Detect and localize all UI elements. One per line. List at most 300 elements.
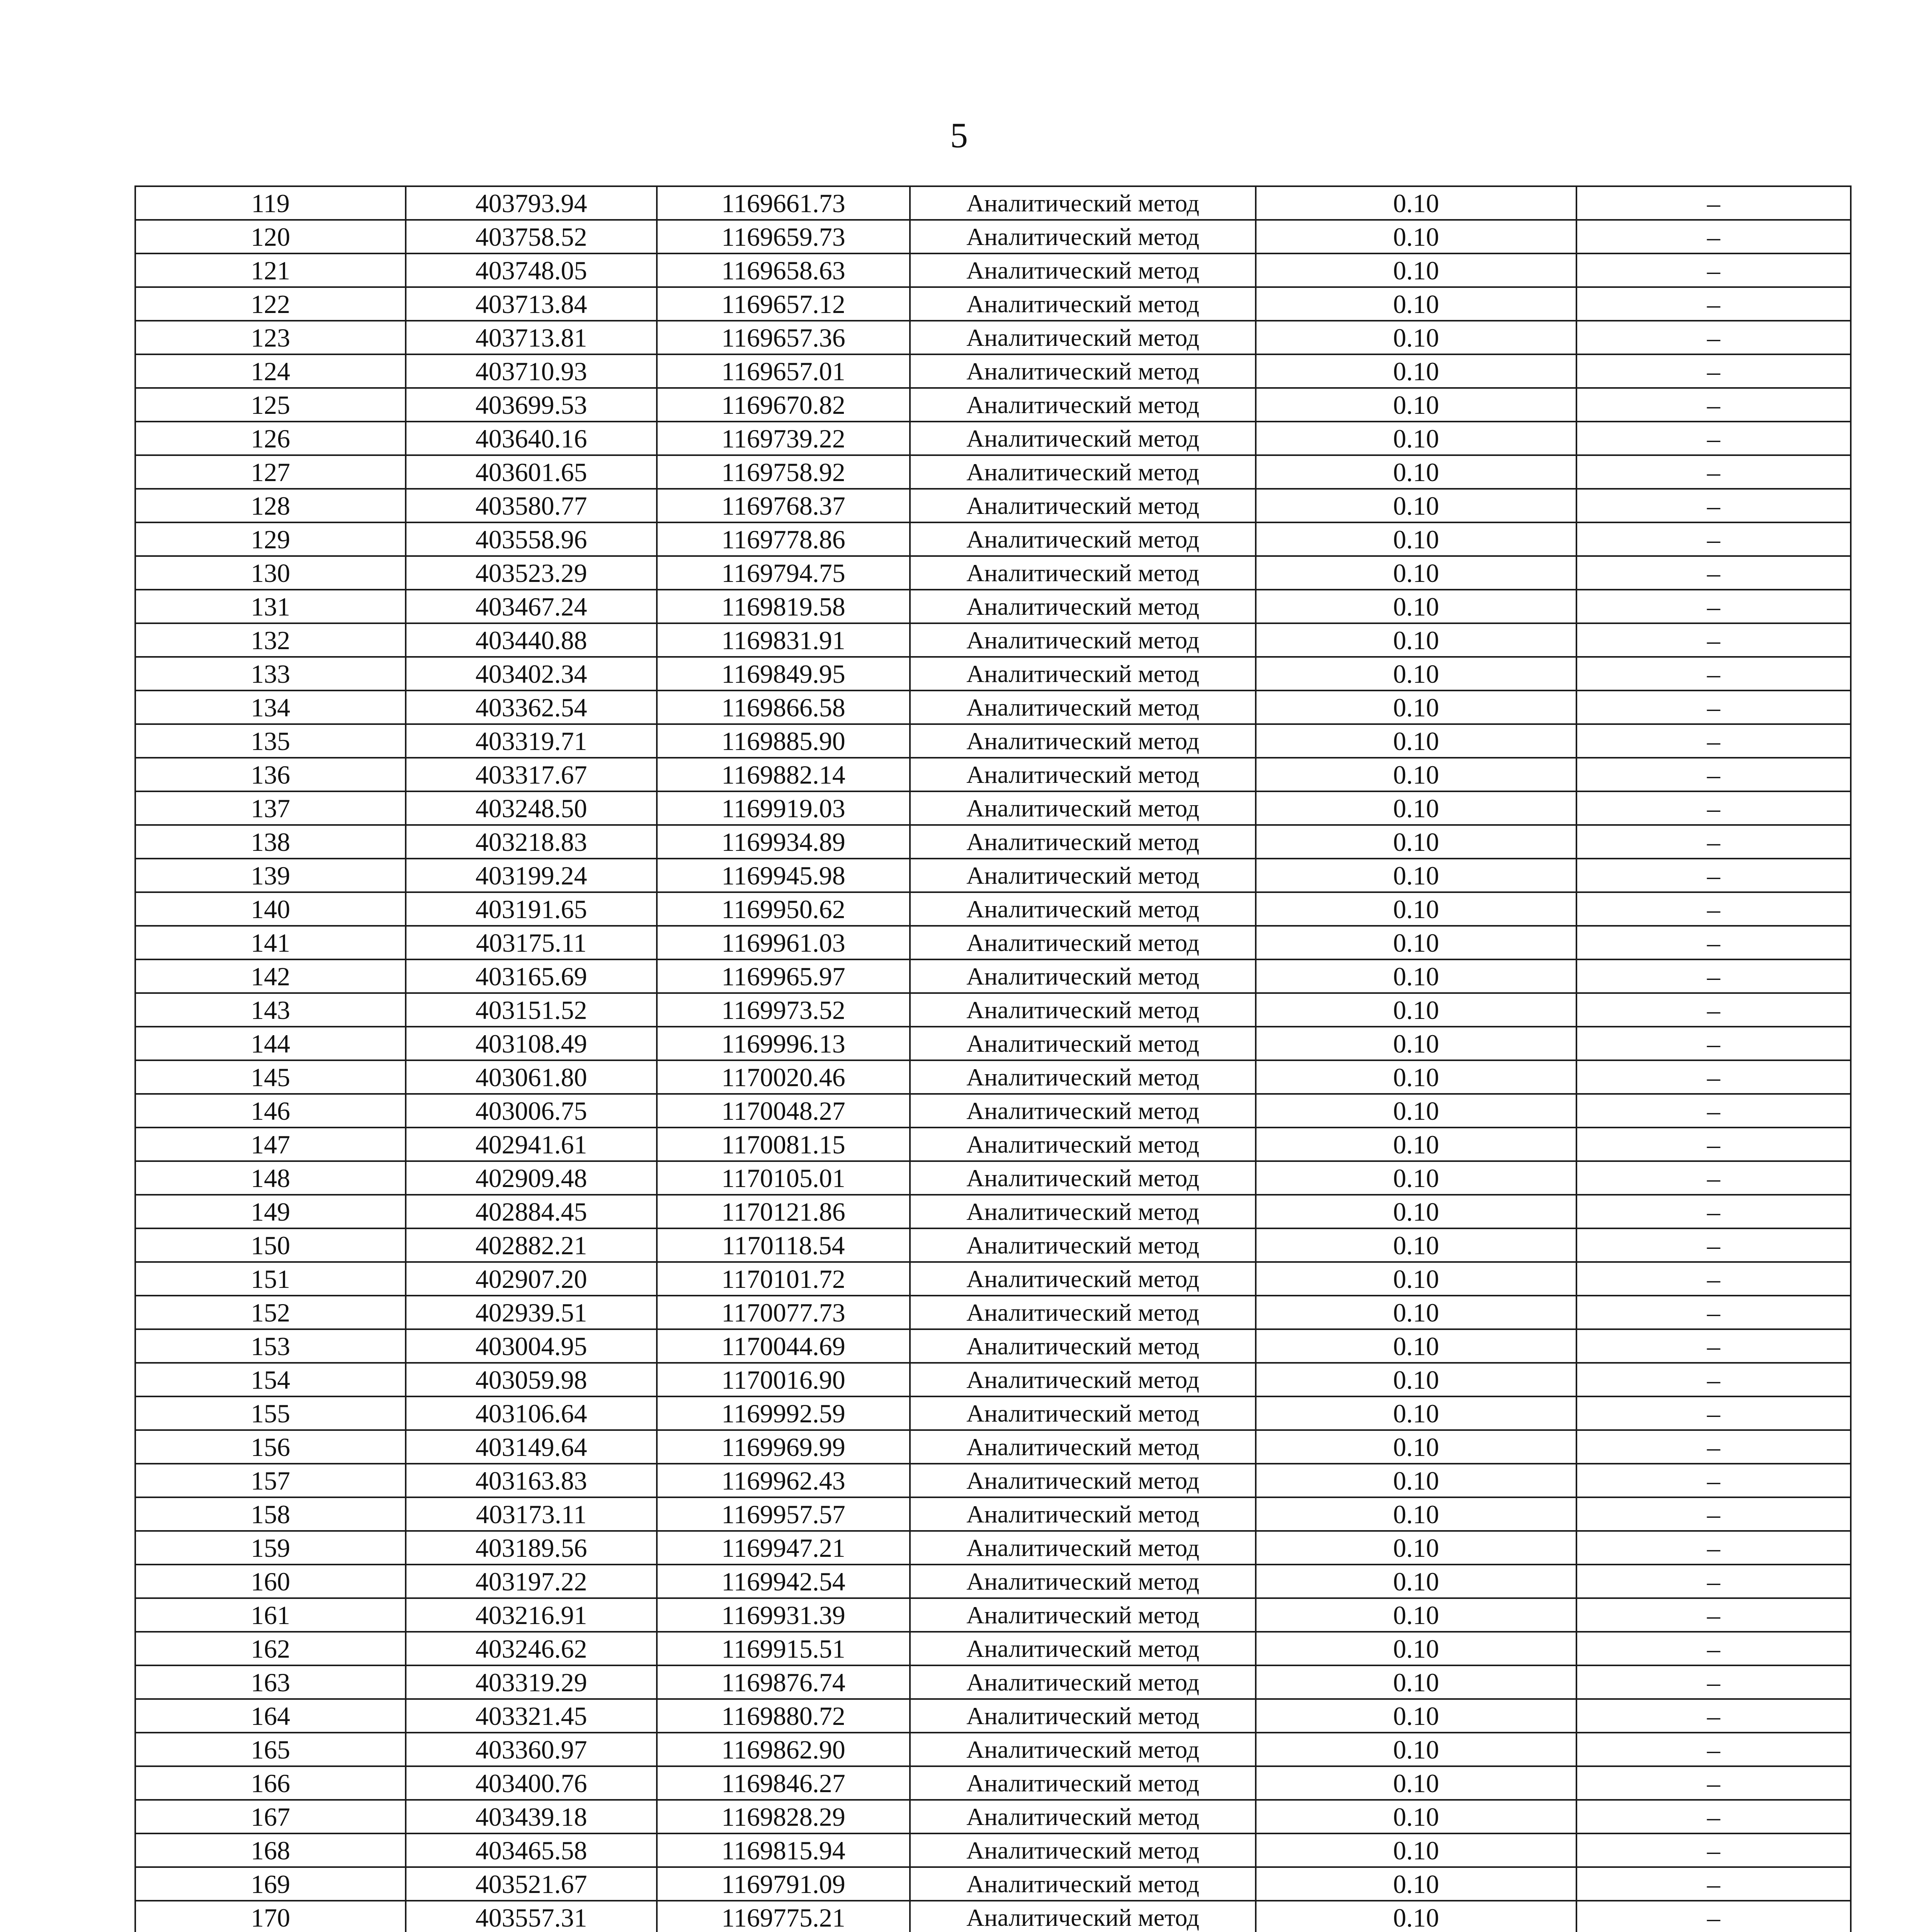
method-cell: Аналитический метод <box>910 354 1256 388</box>
method-cell: Аналитический метод <box>910 556 1256 590</box>
description-cell: – <box>1576 489 1851 522</box>
method-cell: Аналитический метод <box>910 1632 1256 1665</box>
y-coordinate-cell: 1169659.73 <box>657 220 910 253</box>
description-cell: – <box>1576 825 1851 859</box>
table-row <box>135 825 1851 859</box>
table-row <box>135 758 1851 791</box>
x-coordinate-cell: 403189.56 <box>406 1531 657 1565</box>
accuracy-cell: 0.10 <box>1256 287 1576 321</box>
method-cell: Аналитический метод <box>910 959 1256 993</box>
x-coordinate-cell: 402882.21 <box>406 1228 657 1262</box>
method-cell: Аналитический метод <box>910 1531 1256 1565</box>
table-row <box>135 724 1851 758</box>
point-number-cell: 123 <box>135 321 406 354</box>
accuracy-cell: 0.10 <box>1256 253 1576 287</box>
description-cell: – <box>1576 321 1851 354</box>
table-row <box>135 1329 1851 1363</box>
x-coordinate-cell: 403165.69 <box>406 959 657 993</box>
x-coordinate-cell: 403601.65 <box>406 455 657 489</box>
method-cell: Аналитический метод <box>910 287 1256 321</box>
accuracy-cell: 0.10 <box>1256 1195 1576 1228</box>
description-cell: – <box>1576 657 1851 690</box>
description-cell: – <box>1576 522 1851 556</box>
method-cell: Аналитический метод <box>910 1867 1256 1901</box>
x-coordinate-cell: 403699.53 <box>406 388 657 422</box>
method-cell: Аналитический метод <box>910 1060 1256 1094</box>
y-coordinate-cell: 1170044.69 <box>657 1329 910 1363</box>
x-coordinate-cell: 403246.62 <box>406 1632 657 1665</box>
x-coordinate-cell: 403713.81 <box>406 321 657 354</box>
table-row <box>135 1867 1851 1901</box>
table-row <box>135 1363 1851 1396</box>
point-number-cell: 142 <box>135 959 406 993</box>
method-cell: Аналитический метод <box>910 1598 1256 1632</box>
accuracy-cell: 0.10 <box>1256 690 1576 724</box>
point-number-cell: 162 <box>135 1632 406 1665</box>
point-number-cell: 129 <box>135 522 406 556</box>
accuracy-cell: 0.10 <box>1256 1363 1576 1396</box>
accuracy-cell: 0.10 <box>1256 892 1576 926</box>
accuracy-cell: 0.10 <box>1256 1766 1576 1800</box>
page-number: 5 <box>950 116 968 155</box>
description-cell: – <box>1576 1699 1851 1733</box>
accuracy-cell: 0.10 <box>1256 1430 1576 1464</box>
method-cell: Аналитический метод <box>910 1262 1256 1296</box>
point-number-cell: 169 <box>135 1867 406 1901</box>
description-cell: – <box>1576 556 1851 590</box>
point-number-cell: 148 <box>135 1161 406 1195</box>
x-coordinate-cell: 403521.67 <box>406 1867 657 1901</box>
method-cell: Аналитический метод <box>910 1363 1256 1396</box>
method-cell: Аналитический метод <box>910 590 1256 623</box>
method-cell: Аналитический метод <box>910 1430 1256 1464</box>
y-coordinate-cell: 1169661.73 <box>657 186 910 220</box>
description-cell: – <box>1576 959 1851 993</box>
description-cell: – <box>1576 1128 1851 1161</box>
table-row <box>135 1833 1851 1867</box>
description-cell: – <box>1576 690 1851 724</box>
x-coordinate-cell: 402939.51 <box>406 1296 657 1329</box>
y-coordinate-cell: 1169866.58 <box>657 690 910 724</box>
x-coordinate-cell: 403151.52 <box>406 993 657 1027</box>
y-coordinate-cell: 1169950.62 <box>657 892 910 926</box>
y-coordinate-cell: 1169794.75 <box>657 556 910 590</box>
y-coordinate-cell: 1169862.90 <box>657 1733 910 1766</box>
accuracy-cell: 0.10 <box>1256 321 1576 354</box>
y-coordinate-cell: 1169880.72 <box>657 1699 910 1733</box>
method-cell: Аналитический метод <box>910 1329 1256 1363</box>
description-cell: – <box>1576 1665 1851 1699</box>
description-cell: – <box>1576 1598 1851 1632</box>
accuracy-cell: 0.10 <box>1256 220 1576 253</box>
description-cell: – <box>1576 1296 1851 1329</box>
point-number-cell: 132 <box>135 623 406 657</box>
point-number-cell: 127 <box>135 455 406 489</box>
y-coordinate-cell: 1169996.13 <box>657 1027 910 1060</box>
table-row <box>135 388 1851 422</box>
method-cell: Аналитический метод <box>910 1497 1256 1531</box>
method-cell: Аналитический метод <box>910 1161 1256 1195</box>
point-number-cell: 136 <box>135 758 406 791</box>
x-coordinate-cell: 403216.91 <box>406 1598 657 1632</box>
description-cell: – <box>1576 993 1851 1027</box>
point-number-cell: 170 <box>135 1901 406 1932</box>
accuracy-cell: 0.10 <box>1256 1531 1576 1565</box>
description-cell: – <box>1576 1094 1851 1128</box>
x-coordinate-cell: 403710.93 <box>406 354 657 388</box>
table-row <box>135 1430 1851 1464</box>
description-cell: – <box>1576 1565 1851 1598</box>
accuracy-cell: 0.10 <box>1256 1464 1576 1497</box>
table-row <box>135 1094 1851 1128</box>
method-cell: Аналитический метод <box>910 1464 1256 1497</box>
description-cell: – <box>1576 1396 1851 1430</box>
table-row <box>135 1195 1851 1228</box>
y-coordinate-cell: 1169849.95 <box>657 657 910 690</box>
accuracy-cell: 0.10 <box>1256 1565 1576 1598</box>
description-cell: – <box>1576 1531 1851 1565</box>
x-coordinate-cell: 403059.98 <box>406 1363 657 1396</box>
description-cell: – <box>1576 1766 1851 1800</box>
description-cell: – <box>1576 1161 1851 1195</box>
table-row <box>135 522 1851 556</box>
accuracy-cell: 0.10 <box>1256 1296 1576 1329</box>
description-cell: – <box>1576 590 1851 623</box>
point-number-cell: 122 <box>135 287 406 321</box>
x-coordinate-cell: 403758.52 <box>406 220 657 253</box>
y-coordinate-cell: 1169657.01 <box>657 354 910 388</box>
accuracy-cell: 0.10 <box>1256 489 1576 522</box>
accuracy-cell: 0.10 <box>1256 354 1576 388</box>
x-coordinate-cell: 403149.64 <box>406 1430 657 1464</box>
table-row <box>135 1464 1851 1497</box>
method-cell: Аналитический метод <box>910 758 1256 791</box>
point-number-cell: 133 <box>135 657 406 690</box>
method-cell: Аналитический метод <box>910 1766 1256 1800</box>
method-cell: Аналитический метод <box>910 220 1256 253</box>
y-coordinate-cell: 1170020.46 <box>657 1060 910 1094</box>
description-cell: – <box>1576 1430 1851 1464</box>
accuracy-cell: 0.10 <box>1256 1901 1576 1932</box>
point-number-cell: 130 <box>135 556 406 590</box>
method-cell: Аналитический метод <box>910 791 1256 825</box>
method-cell: Аналитический метод <box>910 455 1256 489</box>
table-row <box>135 1531 1851 1565</box>
x-coordinate-cell: 402941.61 <box>406 1128 657 1161</box>
method-cell: Аналитический метод <box>910 522 1256 556</box>
table-row <box>135 186 1851 220</box>
table-row <box>135 1699 1851 1733</box>
y-coordinate-cell: 1169758.92 <box>657 455 910 489</box>
table-row <box>135 1396 1851 1430</box>
table-row <box>135 1128 1851 1161</box>
point-number-cell: 141 <box>135 926 406 959</box>
point-number-cell: 119 <box>135 186 406 220</box>
x-coordinate-cell: 403748.05 <box>406 253 657 287</box>
y-coordinate-cell: 1169658.63 <box>657 253 910 287</box>
method-cell: Аналитический метод <box>910 690 1256 724</box>
table-row <box>135 220 1851 253</box>
point-number-cell: 153 <box>135 1329 406 1363</box>
description-cell: – <box>1576 253 1851 287</box>
y-coordinate-cell: 1169657.12 <box>657 287 910 321</box>
point-number-cell: 145 <box>135 1060 406 1094</box>
table-row <box>135 422 1851 455</box>
table-row <box>135 1027 1851 1060</box>
table-row <box>135 253 1851 287</box>
point-number-cell: 159 <box>135 1531 406 1565</box>
point-number-cell: 128 <box>135 489 406 522</box>
description-cell: – <box>1576 1497 1851 1531</box>
description-cell: – <box>1576 1901 1851 1932</box>
method-cell: Аналитический метод <box>910 1027 1256 1060</box>
method-cell: Аналитический метод <box>910 724 1256 758</box>
point-number-cell: 152 <box>135 1296 406 1329</box>
method-cell: Аналитический метод <box>910 1665 1256 1699</box>
y-coordinate-cell: 1169831.91 <box>657 623 910 657</box>
point-number-cell: 163 <box>135 1665 406 1699</box>
method-cell: Аналитический метод <box>910 422 1256 455</box>
method-cell: Аналитический метод <box>910 1128 1256 1161</box>
x-coordinate-cell: 403793.94 <box>406 186 657 220</box>
accuracy-cell: 0.10 <box>1256 1060 1576 1094</box>
y-coordinate-cell: 1170081.15 <box>657 1128 910 1161</box>
y-coordinate-cell: 1169934.89 <box>657 825 910 859</box>
x-coordinate-cell: 403106.64 <box>406 1396 657 1430</box>
x-coordinate-cell: 403400.76 <box>406 1766 657 1800</box>
x-coordinate-cell: 403199.24 <box>406 859 657 892</box>
method-cell: Аналитический метод <box>910 926 1256 959</box>
x-coordinate-cell: 403197.22 <box>406 1565 657 1598</box>
y-coordinate-cell: 1169885.90 <box>657 724 910 758</box>
accuracy-cell: 0.10 <box>1256 724 1576 758</box>
table-row <box>135 859 1851 892</box>
table-row <box>135 690 1851 724</box>
y-coordinate-cell: 1170077.73 <box>657 1296 910 1329</box>
method-cell: Аналитический метод <box>910 1901 1256 1932</box>
table-row <box>135 455 1851 489</box>
x-coordinate-cell: 403319.29 <box>406 1665 657 1699</box>
x-coordinate-cell: 403004.95 <box>406 1329 657 1363</box>
x-coordinate-cell: 403218.83 <box>406 825 657 859</box>
point-number-cell: 121 <box>135 253 406 287</box>
x-coordinate-cell: 403439.18 <box>406 1800 657 1833</box>
description-cell: – <box>1576 1329 1851 1363</box>
table-row <box>135 1161 1851 1195</box>
y-coordinate-cell: 1170105.01 <box>657 1161 910 1195</box>
table-row <box>135 1228 1851 1262</box>
method-cell: Аналитический метод <box>910 1699 1256 1733</box>
x-coordinate-cell: 403362.54 <box>406 690 657 724</box>
point-number-cell: 135 <box>135 724 406 758</box>
point-number-cell: 166 <box>135 1766 406 1800</box>
description-cell: – <box>1576 186 1851 220</box>
accuracy-cell: 0.10 <box>1256 926 1576 959</box>
point-number-cell: 160 <box>135 1565 406 1598</box>
description-cell: – <box>1576 1464 1851 1497</box>
description-cell: – <box>1576 1833 1851 1867</box>
accuracy-cell: 0.10 <box>1256 1833 1576 1867</box>
description-cell: – <box>1576 758 1851 791</box>
point-number-cell: 125 <box>135 388 406 422</box>
y-coordinate-cell: 1169815.94 <box>657 1833 910 1867</box>
table-row <box>135 590 1851 623</box>
table-row <box>135 657 1851 690</box>
accuracy-cell: 0.10 <box>1256 1128 1576 1161</box>
point-number-cell: 143 <box>135 993 406 1027</box>
accuracy-cell: 0.10 <box>1256 522 1576 556</box>
table-row <box>135 321 1851 354</box>
description-cell: – <box>1576 1363 1851 1396</box>
table-row <box>135 1665 1851 1699</box>
accuracy-cell: 0.10 <box>1256 590 1576 623</box>
y-coordinate-cell: 1169992.59 <box>657 1396 910 1430</box>
point-number-cell: 134 <box>135 690 406 724</box>
accuracy-cell: 0.10 <box>1256 186 1576 220</box>
accuracy-cell: 0.10 <box>1256 1699 1576 1733</box>
y-coordinate-cell: 1169942.54 <box>657 1565 910 1598</box>
accuracy-cell: 0.10 <box>1256 1733 1576 1766</box>
point-number-cell: 156 <box>135 1430 406 1464</box>
point-number-cell: 131 <box>135 590 406 623</box>
x-coordinate-cell: 403173.11 <box>406 1497 657 1531</box>
method-cell: Аналитический метод <box>910 892 1256 926</box>
x-coordinate-cell: 403175.11 <box>406 926 657 959</box>
table-row <box>135 993 1851 1027</box>
accuracy-cell: 0.10 <box>1256 1867 1576 1901</box>
description-cell: – <box>1576 791 1851 825</box>
method-cell: Аналитический метод <box>910 993 1256 1027</box>
x-coordinate-cell: 402907.20 <box>406 1262 657 1296</box>
table-row <box>135 1766 1851 1800</box>
y-coordinate-cell: 1169778.86 <box>657 522 910 556</box>
description-cell: – <box>1576 859 1851 892</box>
accuracy-cell: 0.10 <box>1256 1665 1576 1699</box>
method-cell: Аналитический метод <box>910 186 1256 220</box>
description-cell: – <box>1576 455 1851 489</box>
description-cell: – <box>1576 1195 1851 1228</box>
method-cell: Аналитический метод <box>910 253 1256 287</box>
description-cell: – <box>1576 1632 1851 1665</box>
table-row <box>135 1733 1851 1766</box>
point-number-cell: 158 <box>135 1497 406 1531</box>
table-row <box>135 1598 1851 1632</box>
method-cell: Аналитический метод <box>910 1565 1256 1598</box>
y-coordinate-cell: 1169973.52 <box>657 993 910 1027</box>
accuracy-cell: 0.10 <box>1256 758 1576 791</box>
point-number-cell: 126 <box>135 422 406 455</box>
accuracy-cell: 0.10 <box>1256 1161 1576 1195</box>
y-coordinate-cell: 1169791.09 <box>657 1867 910 1901</box>
point-number-cell: 150 <box>135 1228 406 1262</box>
x-coordinate-cell: 403108.49 <box>406 1027 657 1060</box>
y-coordinate-cell: 1169775.21 <box>657 1901 910 1932</box>
description-cell: – <box>1576 892 1851 926</box>
y-coordinate-cell: 1169657.36 <box>657 321 910 354</box>
x-coordinate-cell: 403360.97 <box>406 1733 657 1766</box>
accuracy-cell: 0.10 <box>1256 791 1576 825</box>
description-cell: – <box>1576 287 1851 321</box>
point-number-cell: 149 <box>135 1195 406 1228</box>
x-coordinate-cell: 403006.75 <box>406 1094 657 1128</box>
table-row <box>135 1901 1851 1932</box>
x-coordinate-cell: 403248.50 <box>406 791 657 825</box>
point-number-cell: 137 <box>135 791 406 825</box>
description-cell: – <box>1576 1867 1851 1901</box>
description-cell: – <box>1576 1060 1851 1094</box>
y-coordinate-cell: 1169670.82 <box>657 388 910 422</box>
point-number-cell: 139 <box>135 859 406 892</box>
method-cell: Аналитический метод <box>910 489 1256 522</box>
point-number-cell: 146 <box>135 1094 406 1128</box>
method-cell: Аналитический метод <box>910 1195 1256 1228</box>
table-row <box>135 489 1851 522</box>
point-number-cell: 168 <box>135 1833 406 1867</box>
accuracy-cell: 0.10 <box>1256 859 1576 892</box>
x-coordinate-cell: 403317.67 <box>406 758 657 791</box>
description-cell: – <box>1576 1733 1851 1766</box>
method-cell: Аналитический метод <box>910 1833 1256 1867</box>
table-row <box>135 1632 1851 1665</box>
point-number-cell: 167 <box>135 1800 406 1833</box>
y-coordinate-cell: 1169846.27 <box>657 1766 910 1800</box>
y-coordinate-cell: 1169919.03 <box>657 791 910 825</box>
x-coordinate-cell: 403061.80 <box>406 1060 657 1094</box>
accuracy-cell: 0.10 <box>1256 1027 1576 1060</box>
accuracy-cell: 0.10 <box>1256 1262 1576 1296</box>
x-coordinate-cell: 403319.71 <box>406 724 657 758</box>
table-row <box>135 926 1851 959</box>
method-cell: Аналитический метод <box>910 623 1256 657</box>
x-coordinate-cell: 403640.16 <box>406 422 657 455</box>
accuracy-cell: 0.10 <box>1256 623 1576 657</box>
x-coordinate-cell: 403321.45 <box>406 1699 657 1733</box>
point-number-cell: 164 <box>135 1699 406 1733</box>
method-cell: Аналитический метод <box>910 321 1256 354</box>
y-coordinate-cell: 1169962.43 <box>657 1464 910 1497</box>
accuracy-cell: 0.10 <box>1256 1094 1576 1128</box>
y-coordinate-cell: 1169768.37 <box>657 489 910 522</box>
point-number-cell: 165 <box>135 1733 406 1766</box>
x-coordinate-cell: 403557.31 <box>406 1901 657 1932</box>
method-cell: Аналитический метод <box>910 1228 1256 1262</box>
y-coordinate-cell: 1169931.39 <box>657 1598 910 1632</box>
method-cell: Аналитический метод <box>910 1296 1256 1329</box>
y-coordinate-cell: 1170048.27 <box>657 1094 910 1128</box>
table-row <box>135 1262 1851 1296</box>
y-coordinate-cell: 1170101.72 <box>657 1262 910 1296</box>
table-row <box>135 959 1851 993</box>
description-cell: – <box>1576 1228 1851 1262</box>
y-coordinate-cell: 1169957.57 <box>657 1497 910 1531</box>
y-coordinate-cell: 1170016.90 <box>657 1363 910 1396</box>
y-coordinate-cell: 1169828.29 <box>657 1800 910 1833</box>
accuracy-cell: 0.10 <box>1256 1497 1576 1531</box>
table-row <box>135 892 1851 926</box>
accuracy-cell: 0.10 <box>1256 455 1576 489</box>
table-row <box>135 556 1851 590</box>
description-cell: – <box>1576 1027 1851 1060</box>
description-cell: – <box>1576 220 1851 253</box>
accuracy-cell: 0.10 <box>1256 993 1576 1027</box>
point-number-cell: 124 <box>135 354 406 388</box>
accuracy-cell: 0.10 <box>1256 1329 1576 1363</box>
x-coordinate-cell: 403523.29 <box>406 556 657 590</box>
table-row <box>135 623 1851 657</box>
method-cell: Аналитический метод <box>910 657 1256 690</box>
y-coordinate-cell: 1169876.74 <box>657 1665 910 1699</box>
table-row <box>135 791 1851 825</box>
